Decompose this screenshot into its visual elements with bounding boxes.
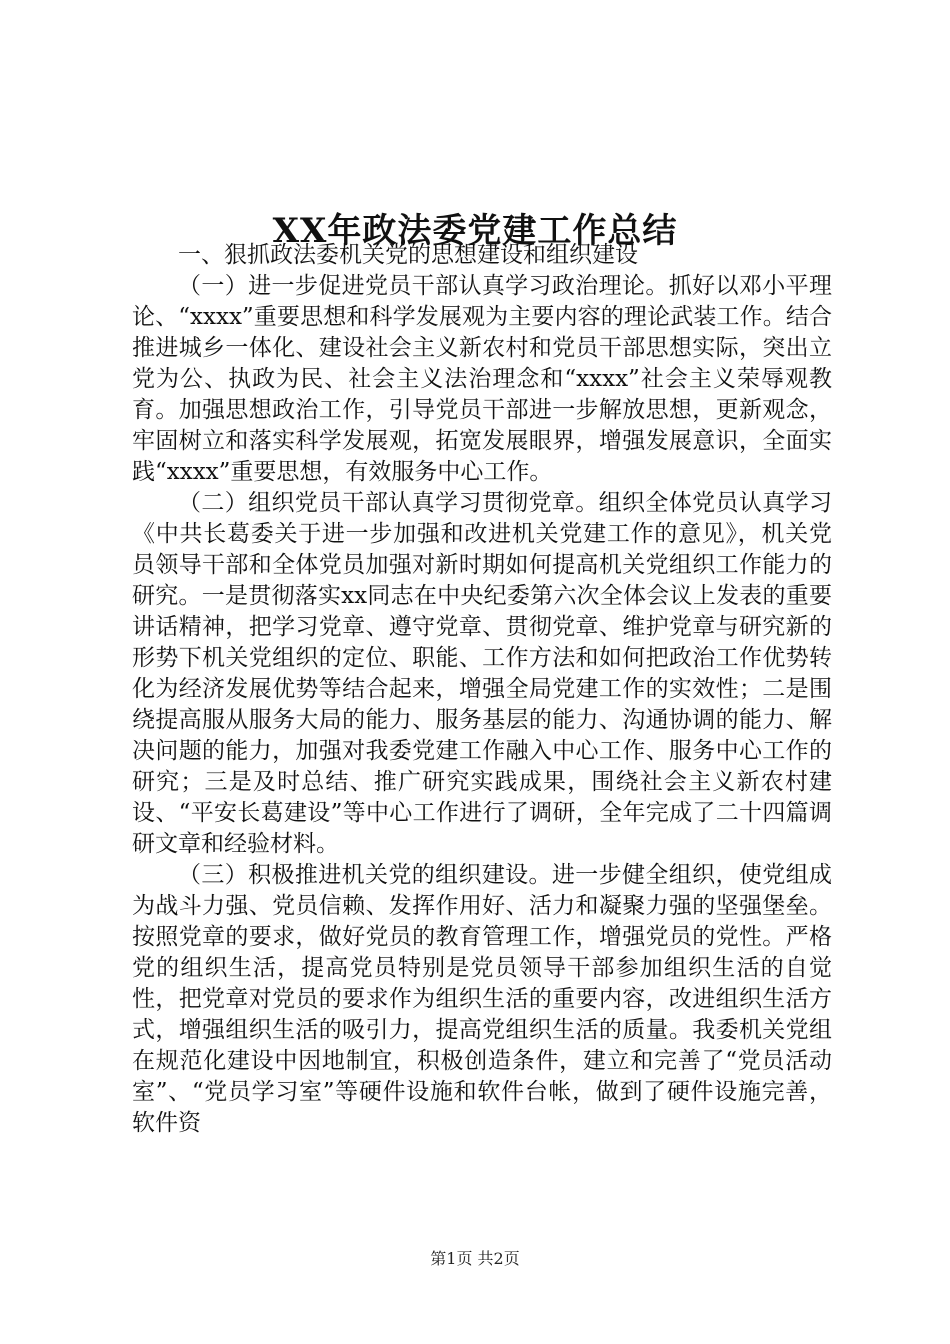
paragraph-3: （三）积极推进机关党的组织建设。进一步健全组织，使党组成为战斗力强、党员信赖、发挥作用好、活力和凝聚力强的坚强堡垒。按照党章的要求，做好党员的教育管理工作，增强党员的党性。严格党的组织生活，提高党员特别是党员领导干部参加组织生活的自觉性，把党章对党员的要求作为组织生活的重要内容，改进组织生活方式，增强组织生活的吸引力，提高党组织生活的质量。我委机关党组在规范化建设中因地制宜，积极创造条件，建立和完善了“党员活动室”、“党员学习室”等硬件设施和软件台帐，做到了硬件设施完善，软件资 <box>132 862 832 1136</box>
document-body <box>132 240 832 1139</box>
section-heading: 一、狠抓政法委机关党的思想建设和组织建设 <box>178 242 638 268</box>
page-footer: 第1页 共2页 <box>430 1249 520 1268</box>
paragraph-2: （二）组织党员干部认真学习贯彻党章。组织全体党员认真学习《中共长葛委关于进一步加强和改进机关党建工作的意见》，机关党员领导干部和全体党员加强对新时期如何提高机关党组织工作能力的研究。一是贯彻落实xx同志在中央纪委第六次全体会议上发表的重要讲话精神，把学习党章、遵守党章、贯彻党章、维护党章与研究新的形势下机关党组织的定位、职能、工作方法和如何把政治工作优势转化为经济发展优势等结合起来，增强全局党建工作的实效性；二是围绕提高服从服务大局的能力、服务基层的能力、沟通协调的能力、解决问题的能力，加强对我委党建工作融入中心工作、服务中心工作的研究；三是及时总结、推广研究实践成果，围绕社会主义新农村建设、“平安长葛建设”等中心工作进行了调研，全年完成了二十四篇调研文章和经验材料。 <box>132 490 832 857</box>
paragraph-1: （一）进一步促进党员干部认真学习政治理论。抓好以邓小平理论、“xxxx”重要思想和科学发展观为主要内容的理论武装工作。结合推进城乡一体化、建设社会主义新农村和党员干部思想实际，突出立党为公、执政为民、社会主义法治理念和“xxxx”社会主义荣辱观教育。加强思想政治工作，引导党员干部进一步解放思想，更新观念，牢固树立和落实科学发展观，拓宽发展眼界，增强发展意识，全面实践“xxxx”重要思想，有效服务中心工作。 <box>132 273 832 485</box>
document-title: XX年政法委党建工作总结 <box>272 210 678 251</box>
